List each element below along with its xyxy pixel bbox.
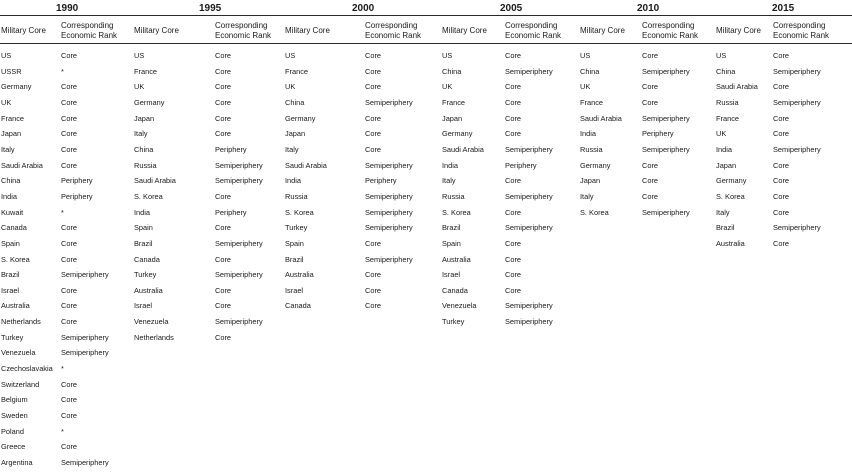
country-cell: Netherlands [134,332,174,342]
country-cell: China [580,66,600,76]
economic-rank-cell: Core [61,254,78,264]
country-cell: Kuwait [1,207,24,217]
country-cell: Italy [134,129,148,139]
economic-rank-cell: Semiperiphery [365,191,413,201]
country-cell: Israel [134,301,153,311]
economic-rank-header: Corresponding Economic Rank [773,21,830,40]
economic-rank-cell: Core [215,82,232,92]
economic-rank-cell: Semiperiphery [505,301,553,311]
country-cell: Germany [285,113,316,123]
country-cell: China [1,176,21,186]
economic-rank-cell: Core [365,285,382,295]
economic-rank-cell: Core [215,98,232,107]
country-cell: Argentina [1,457,33,467]
country-cell: US [580,51,591,60]
country-cell: Australia [134,285,163,295]
economic-rank-cell: Core [642,191,659,201]
year-heading: 1990 [56,3,79,14]
economic-rank-cell: Core [642,98,659,107]
military-core-header: Military Core [285,26,330,35]
economic-rank-cell: * [61,207,64,217]
country-cell: Russia [580,144,603,154]
country-cell: Netherlands [1,317,41,327]
economic-rank-cell: Core [773,51,790,60]
economic-rank-cell: Core [773,160,790,170]
economic-rank-cell: Core [61,82,78,92]
economic-rank-cell: Core [505,270,522,280]
country-cell: France [285,66,309,76]
country-cell: Brazil [134,238,153,248]
economic-rank-cell: Core [642,82,659,92]
country-cell: France [580,98,604,107]
country-cell: US [716,51,727,60]
country-cell: UK [580,82,591,92]
economic-rank-cell: Semiperiphery [215,160,263,170]
country-cell: India [1,191,18,201]
country-cell: USSR [1,66,22,76]
header-rule [0,43,852,44]
economic-rank-cell: Semiperiphery [215,238,263,248]
economic-rank-cell: Semiperiphery [505,66,553,76]
economic-rank-cell: Core [505,285,522,295]
economic-rank-header: Corresponding Economic Rank [61,21,118,40]
economic-rank-cell: Core [773,82,790,92]
economic-rank-cell: Core [61,51,78,60]
economic-rank-cell: Semiperiphery [505,317,553,327]
country-cell: Venezuela [442,301,477,311]
country-cell: Italy [442,176,456,186]
year-heading: 2010 [637,3,660,14]
economic-rank-cell: Core [61,379,78,389]
country-cell: Italy [285,144,299,154]
country-cell: Russia [285,191,308,201]
country-cell: Australia [1,301,30,311]
country-cell: Russia [442,191,465,201]
country-cell: S. Korea [134,191,163,201]
country-cell: Japan [716,160,737,170]
country-cell: UK [1,98,12,107]
economic-rank-cell: Semiperiphery [642,207,690,217]
economic-rank-cell: Core [505,254,522,264]
economic-rank-cell: Core [365,82,382,92]
economic-rank-cell: Core [773,176,790,186]
economic-rank-cell: Core [61,144,78,154]
country-cell: Saudi Arabia [716,82,758,92]
country-cell: Japan [580,176,601,186]
country-cell: India [134,207,151,217]
economic-rank-cell: Core [215,332,232,342]
economic-rank-cell: Semiperiphery [365,223,413,233]
country-cell: Australia [716,238,745,248]
economic-rank-header: Corresponding Economic Rank [642,21,699,40]
economic-rank-cell: Periphery [61,191,93,201]
economic-rank-cell: Semiperiphery [642,66,690,76]
country-cell: Russia [716,98,739,107]
country-cell: Sweden [1,410,28,420]
country-cell: Spain [134,223,153,233]
economic-rank-cell: Semiperiphery [505,223,553,233]
economic-rank-cell: Core [505,207,522,217]
economic-rank-cell: Core [61,442,78,452]
economic-rank-cell: Periphery [215,144,247,154]
economic-rank-cell: Semiperiphery [773,98,821,107]
country-cell: Germany [1,82,32,92]
economic-rank-cell: Semiperiphery [215,317,263,327]
military-core-header: Military Core [716,26,761,35]
country-cell: Brazil [1,270,20,280]
economic-rank-cell: Semiperiphery [61,348,109,358]
economic-rank-cell: Core [61,98,78,107]
country-cell: US [442,51,453,60]
country-cell: France [716,113,740,123]
country-cell: Japan [285,129,306,139]
economic-rank-cell: Periphery [365,176,397,186]
country-cell: S. Korea [716,191,745,201]
economic-rank-cell: Core [365,270,382,280]
economic-rank-header: Corresponding Economic Rank [505,21,562,40]
economic-rank-cell: Core [215,223,232,233]
economic-rank-cell: Semiperiphery [365,207,413,217]
economic-rank-cell: Semiperiphery [365,254,413,264]
country-cell: UK [134,82,145,92]
country-cell: Japan [1,129,22,139]
country-cell: US [1,51,12,60]
economic-rank-cell: Core [61,223,78,233]
economic-rank-cell: Core [505,51,522,60]
economic-rank-cell: Core [505,129,522,139]
country-cell: India [285,176,302,186]
country-cell: Australia [442,254,471,264]
economic-rank-cell: Core [365,144,382,154]
year-heading: 2015 [772,3,795,14]
economic-rank-cell: Core [365,238,382,248]
economic-rank-cell: Core [61,113,78,123]
country-cell: Canada [285,301,311,311]
country-cell: China [285,98,305,107]
economic-rank-cell: Core [642,176,659,186]
economic-rank-cell: Core [61,410,78,420]
country-cell: US [285,51,296,60]
country-cell: Greece [1,442,26,452]
country-cell: UK [285,82,296,92]
country-cell: Saudi Arabia [134,176,176,186]
country-cell: Israel [442,270,461,280]
economic-rank-cell: Semiperiphery [505,191,553,201]
country-cell: Italy [1,144,15,154]
country-cell: US [134,51,145,60]
economic-rank-cell: Core [215,51,232,60]
economic-rank-cell: Core [61,238,78,248]
top-rule [0,15,852,16]
economic-rank-cell: Core [61,301,78,311]
country-cell: Israel [285,285,304,295]
economic-rank-cell: Core [773,238,790,248]
economic-rank-cell: * [61,66,64,76]
country-cell: UK [716,129,727,139]
country-cell: Germany [442,129,473,139]
economic-rank-cell: Semiperiphery [642,113,690,123]
economic-rank-cell: Semiperiphery [61,270,109,280]
country-cell: Israel [1,285,20,295]
economic-rank-cell: Semiperiphery [773,144,821,154]
military-core-header: Military Core [442,26,487,35]
economic-rank-cell: Semiperiphery [642,144,690,154]
economic-rank-cell: Periphery [642,129,674,139]
country-cell: Saudi Arabia [442,144,484,154]
country-cell: Spain [285,238,304,248]
economic-rank-header: Corresponding Economic Rank [215,21,272,40]
economic-rank-cell: Semiperiphery [61,332,109,342]
economic-rank-cell: Core [215,129,232,139]
economic-rank-cell: * [61,426,64,436]
economic-rank-cell: Periphery [505,160,537,170]
year-heading: 2000 [352,3,375,14]
country-cell: France [134,66,158,76]
economic-rank-cell: Core [773,191,790,201]
economic-rank-cell: Core [365,301,382,311]
year-heading: 2005 [500,3,523,14]
economic-rank-cell: Core [505,113,522,123]
country-cell: Venezuela [1,348,36,358]
country-cell: India [580,129,597,139]
military-core-header: Military Core [1,26,46,35]
country-cell: Switzerland [1,379,40,389]
country-cell: Spain [1,238,20,248]
economic-rank-cell: Semiperiphery [365,160,413,170]
economic-rank-cell: Semiperiphery [505,144,553,154]
economic-rank-cell: Core [365,66,382,76]
economic-rank-header: Corresponding Economic Rank [365,21,422,40]
country-cell: Germany [134,98,165,107]
country-cell: India [442,160,459,170]
country-cell: Turkey [442,317,465,327]
country-cell: Canada [1,223,27,233]
country-cell: Saudi Arabia [580,113,622,123]
economic-rank-cell: Core [642,51,659,60]
country-cell: Russia [134,160,157,170]
country-cell: Canada [134,254,160,264]
economic-rank-cell: Semiperiphery [61,457,109,467]
economic-rank-cell: Core [61,129,78,139]
economic-rank-cell: Core [365,113,382,123]
economic-rank-cell: Semiperiphery [773,66,821,76]
country-cell: Belgium [1,395,28,405]
economic-rank-cell: Core [642,160,659,170]
economic-rank-cell: Core [773,207,790,217]
country-cell: Venezuela [134,317,169,327]
country-cell: Australia [285,270,314,280]
economic-rank-cell: Core [505,82,522,92]
country-cell: India [716,144,733,154]
country-cell: Spain [442,238,461,248]
country-cell: S. Korea [442,207,471,217]
year-heading: 1995 [199,3,222,14]
country-cell: France [442,98,466,107]
military-core-header: Military Core [134,26,179,35]
country-cell: Canada [442,285,468,295]
economic-rank-cell: Core [505,238,522,248]
economic-rank-cell: Core [215,254,232,264]
economic-rank-cell: Semiperiphery [215,270,263,280]
country-cell: Brazil [442,223,461,233]
country-cell: Germany [716,176,747,186]
economic-rank-cell: Core [61,285,78,295]
economic-rank-cell: Semiperiphery [215,176,263,186]
economic-rank-cell: Core [215,66,232,76]
economic-rank-cell: Semiperiphery [773,223,821,233]
economic-rank-cell: Core [505,98,522,107]
economic-rank-cell: Semiperiphery [365,98,413,107]
economic-rank-cell: Periphery [215,207,247,217]
country-cell: Japan [134,113,155,123]
country-cell: S. Korea [1,254,30,264]
economic-rank-cell: Core [365,129,382,139]
country-cell: Brazil [716,223,735,233]
country-cell: S. Korea [285,207,314,217]
country-cell: S. Korea [580,207,609,217]
economic-rank-cell: Core [773,113,790,123]
economic-rank-cell: Core [215,285,232,295]
country-cell: Brazil [285,254,304,264]
economic-rank-cell: Core [215,191,232,201]
economic-rank-cell: Core [505,176,522,186]
country-cell: China [716,66,736,76]
country-cell: Turkey [285,223,308,233]
military-core-header: Military Core [580,26,625,35]
country-cell: Saudi Arabia [1,160,43,170]
economic-rank-cell: Core [773,129,790,139]
economic-rank-cell: Core [215,113,232,123]
economic-rank-cell: Core [215,301,232,311]
country-cell: Germany [580,160,611,170]
economic-rank-cell: Core [61,395,78,405]
economic-rank-cell: Core [61,317,78,327]
country-cell: China [442,66,462,76]
economic-rank-cell: * [61,364,64,373]
country-cell: China [134,144,154,154]
economic-rank-cell: Core [61,160,78,170]
country-cell: Italy [580,191,594,201]
country-cell: Czechoslavakia [1,364,53,373]
country-cell: Turkey [1,332,24,342]
country-cell: Italy [716,207,730,217]
country-cell: Saudi Arabia [285,160,327,170]
country-cell: Turkey [134,270,157,280]
economic-rank-cell: Core [365,51,382,60]
economic-rank-cell: Periphery [61,176,93,186]
country-cell: Poland [1,426,25,436]
country-cell: Japan [442,113,463,123]
country-cell: France [1,113,25,123]
country-cell: UK [442,82,453,92]
